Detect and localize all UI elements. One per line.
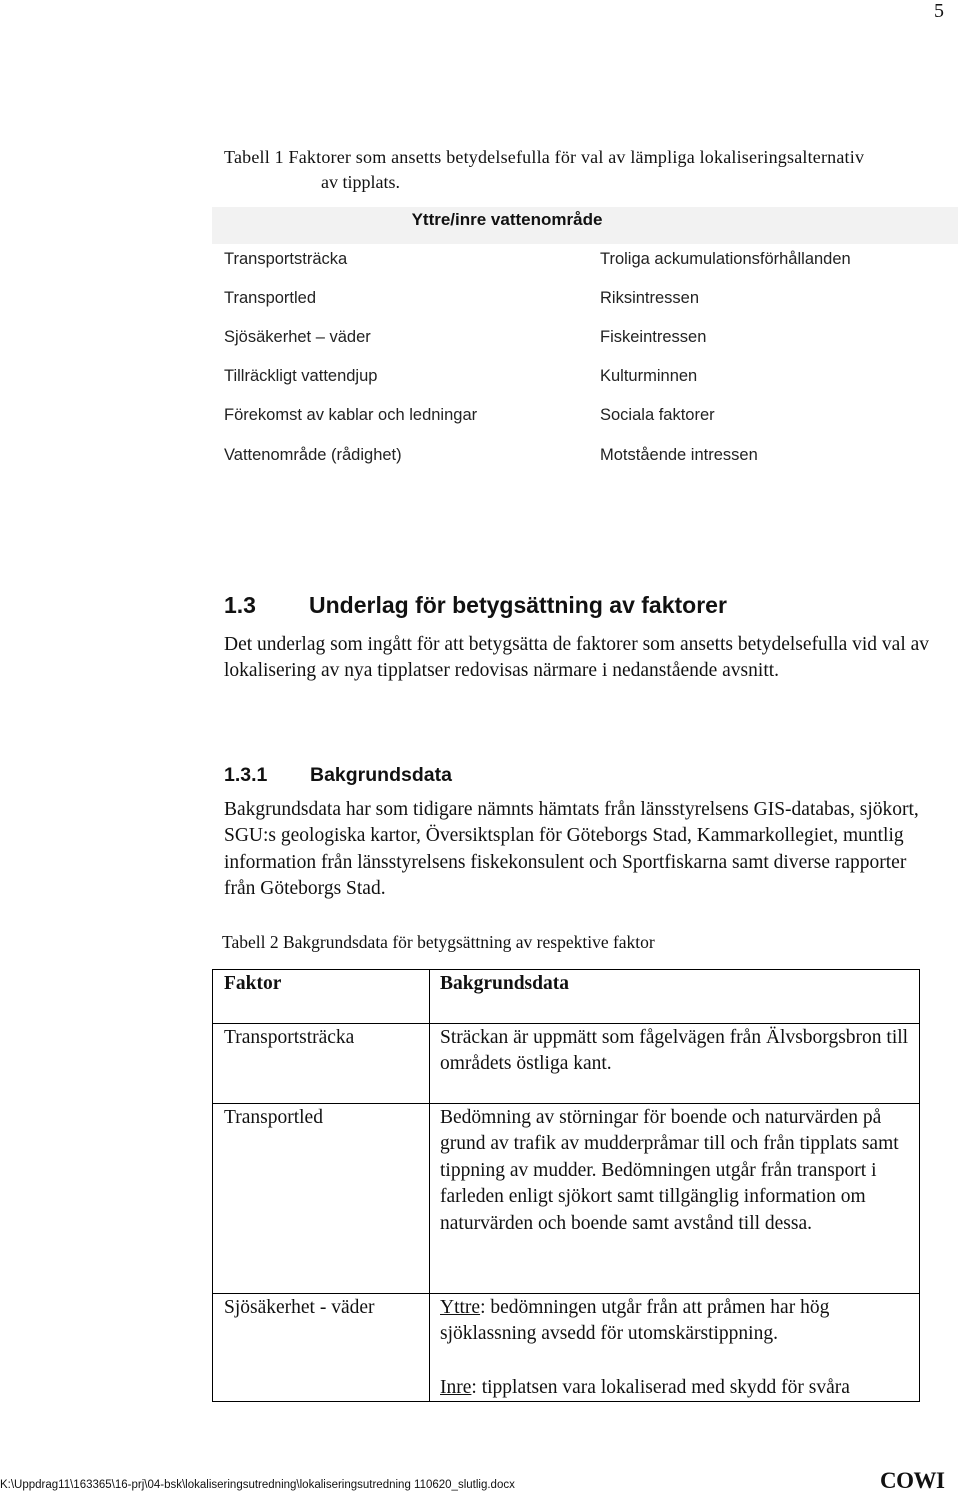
table1-right-item: Motstående intressen (600, 446, 758, 464)
yttre-paragraph (440, 1295, 913, 1348)
table1-right-item: Fiskeintressen (600, 328, 707, 346)
table1-right-item: Kulturminnen (600, 367, 698, 385)
footer-file-path: K:\Uppdrag11\163365\16-prj\04-bsk\lokaliseringsutredning\lokaliseringsutredning 110620_slutlig.docx (0, 1479, 515, 1491)
section-number: 1.3 (224, 592, 256, 618)
table1-left-item: Förekomst av kablar och ledningar (224, 406, 478, 424)
table1-right-item: Riksintressen (600, 289, 700, 307)
subsection-number: 1.3.1 (224, 764, 268, 786)
table2-header-data: Bakgrundsdata (430, 970, 920, 1024)
table1-right-item: Sociala faktorer (600, 406, 715, 424)
table1-caption-continued: av tipplats. (321, 172, 400, 192)
yttre-text: : bedömningen utgår från att pråmen har hög sjöklassning avsedd för utomskärstippning. (440, 1297, 830, 1345)
section-title: Underlag för betygsättning av faktorer (309, 592, 727, 618)
table2-header-row (213, 970, 920, 1024)
table2 (212, 969, 920, 1402)
table2-data-cell: Bedömning av störningar för boende och naturvärden på grund av trafik av mudderpråmar till och från tipplats samt tippning av mudder. Bedömningen utgår från transport i farleden enligt sjökort samt tillgänglig information om naturvärden och boende samt avstånd till dessa. (430, 1104, 920, 1294)
subsection-heading (224, 764, 452, 787)
cowi-logo: COWI (880, 1468, 945, 1493)
section-paragraph: Det underlag som ingått för att betygsätta de faktorer som ansetts betydelsefulla vid val av lokalisering av nya tipplatser redovisas närmare i nedanstående avsnitt. (224, 634, 930, 682)
table1-right-item: Troliga ackumulationsförhållanden (600, 250, 851, 268)
table2-caption: Tabell 2 Bakgrundsdata för betygsättning av respektive faktor (222, 932, 655, 952)
table1-left-item: Transportsträcka (224, 250, 348, 268)
table2-factor-cell: Sjösäkerhet - väder (213, 1294, 430, 1402)
inre-text: : tipplatsen vara lokaliserad med skydd för svåra (471, 1376, 850, 1398)
table1-left-item: Tillräckligt vattendjup (224, 367, 378, 385)
section-heading (224, 592, 727, 619)
table-row (213, 1104, 920, 1294)
table2-factor-cell: Transportsträcka (213, 1024, 430, 1104)
inre-label: Inre (440, 1376, 472, 1398)
table2-data-cell (430, 1294, 920, 1402)
table2-data-cell: Sträckan är uppmätt som fågelvägen från Älvsborgsbron till områdets östliga kant. (430, 1024, 920, 1104)
table1-left-item: Vattenområde (rådighet) (224, 446, 402, 464)
table2-header-factor: Faktor (213, 970, 430, 1024)
table1-caption: Tabell 1 Faktorer som ansetts betydelsefulla för val av lämpliga lokaliseringsalternativ (224, 147, 865, 167)
table-row (213, 1294, 920, 1402)
table1-header: Yttre/inre vattenområde (411, 210, 603, 229)
inre-paragraph (440, 1375, 913, 1401)
table2-factor-cell: Transportled (213, 1104, 430, 1294)
table1-left-item: Transportled (224, 289, 317, 307)
table1-left-item: Sjösäkerhet – väder (224, 328, 371, 346)
subsection-title: Bakgrundsdata (310, 764, 452, 786)
subsection-paragraph: Bakgrundsdata har som tidigare nämnts hämtats från länsstyrelsens GIS-databas, sjökort, SGU:s geologiska kartor, Översiktsplan för Göteborgs Stad, Kammarkollegiet, muntlig information från länsstyrelsens fiskekonsulent och Sportfiskarna samt diverse rapporter från Göteborgs Stad. (224, 799, 919, 900)
table-row (213, 1024, 920, 1104)
page-number: 5 (934, 0, 944, 22)
yttre-label: Yttre (440, 1297, 481, 1318)
